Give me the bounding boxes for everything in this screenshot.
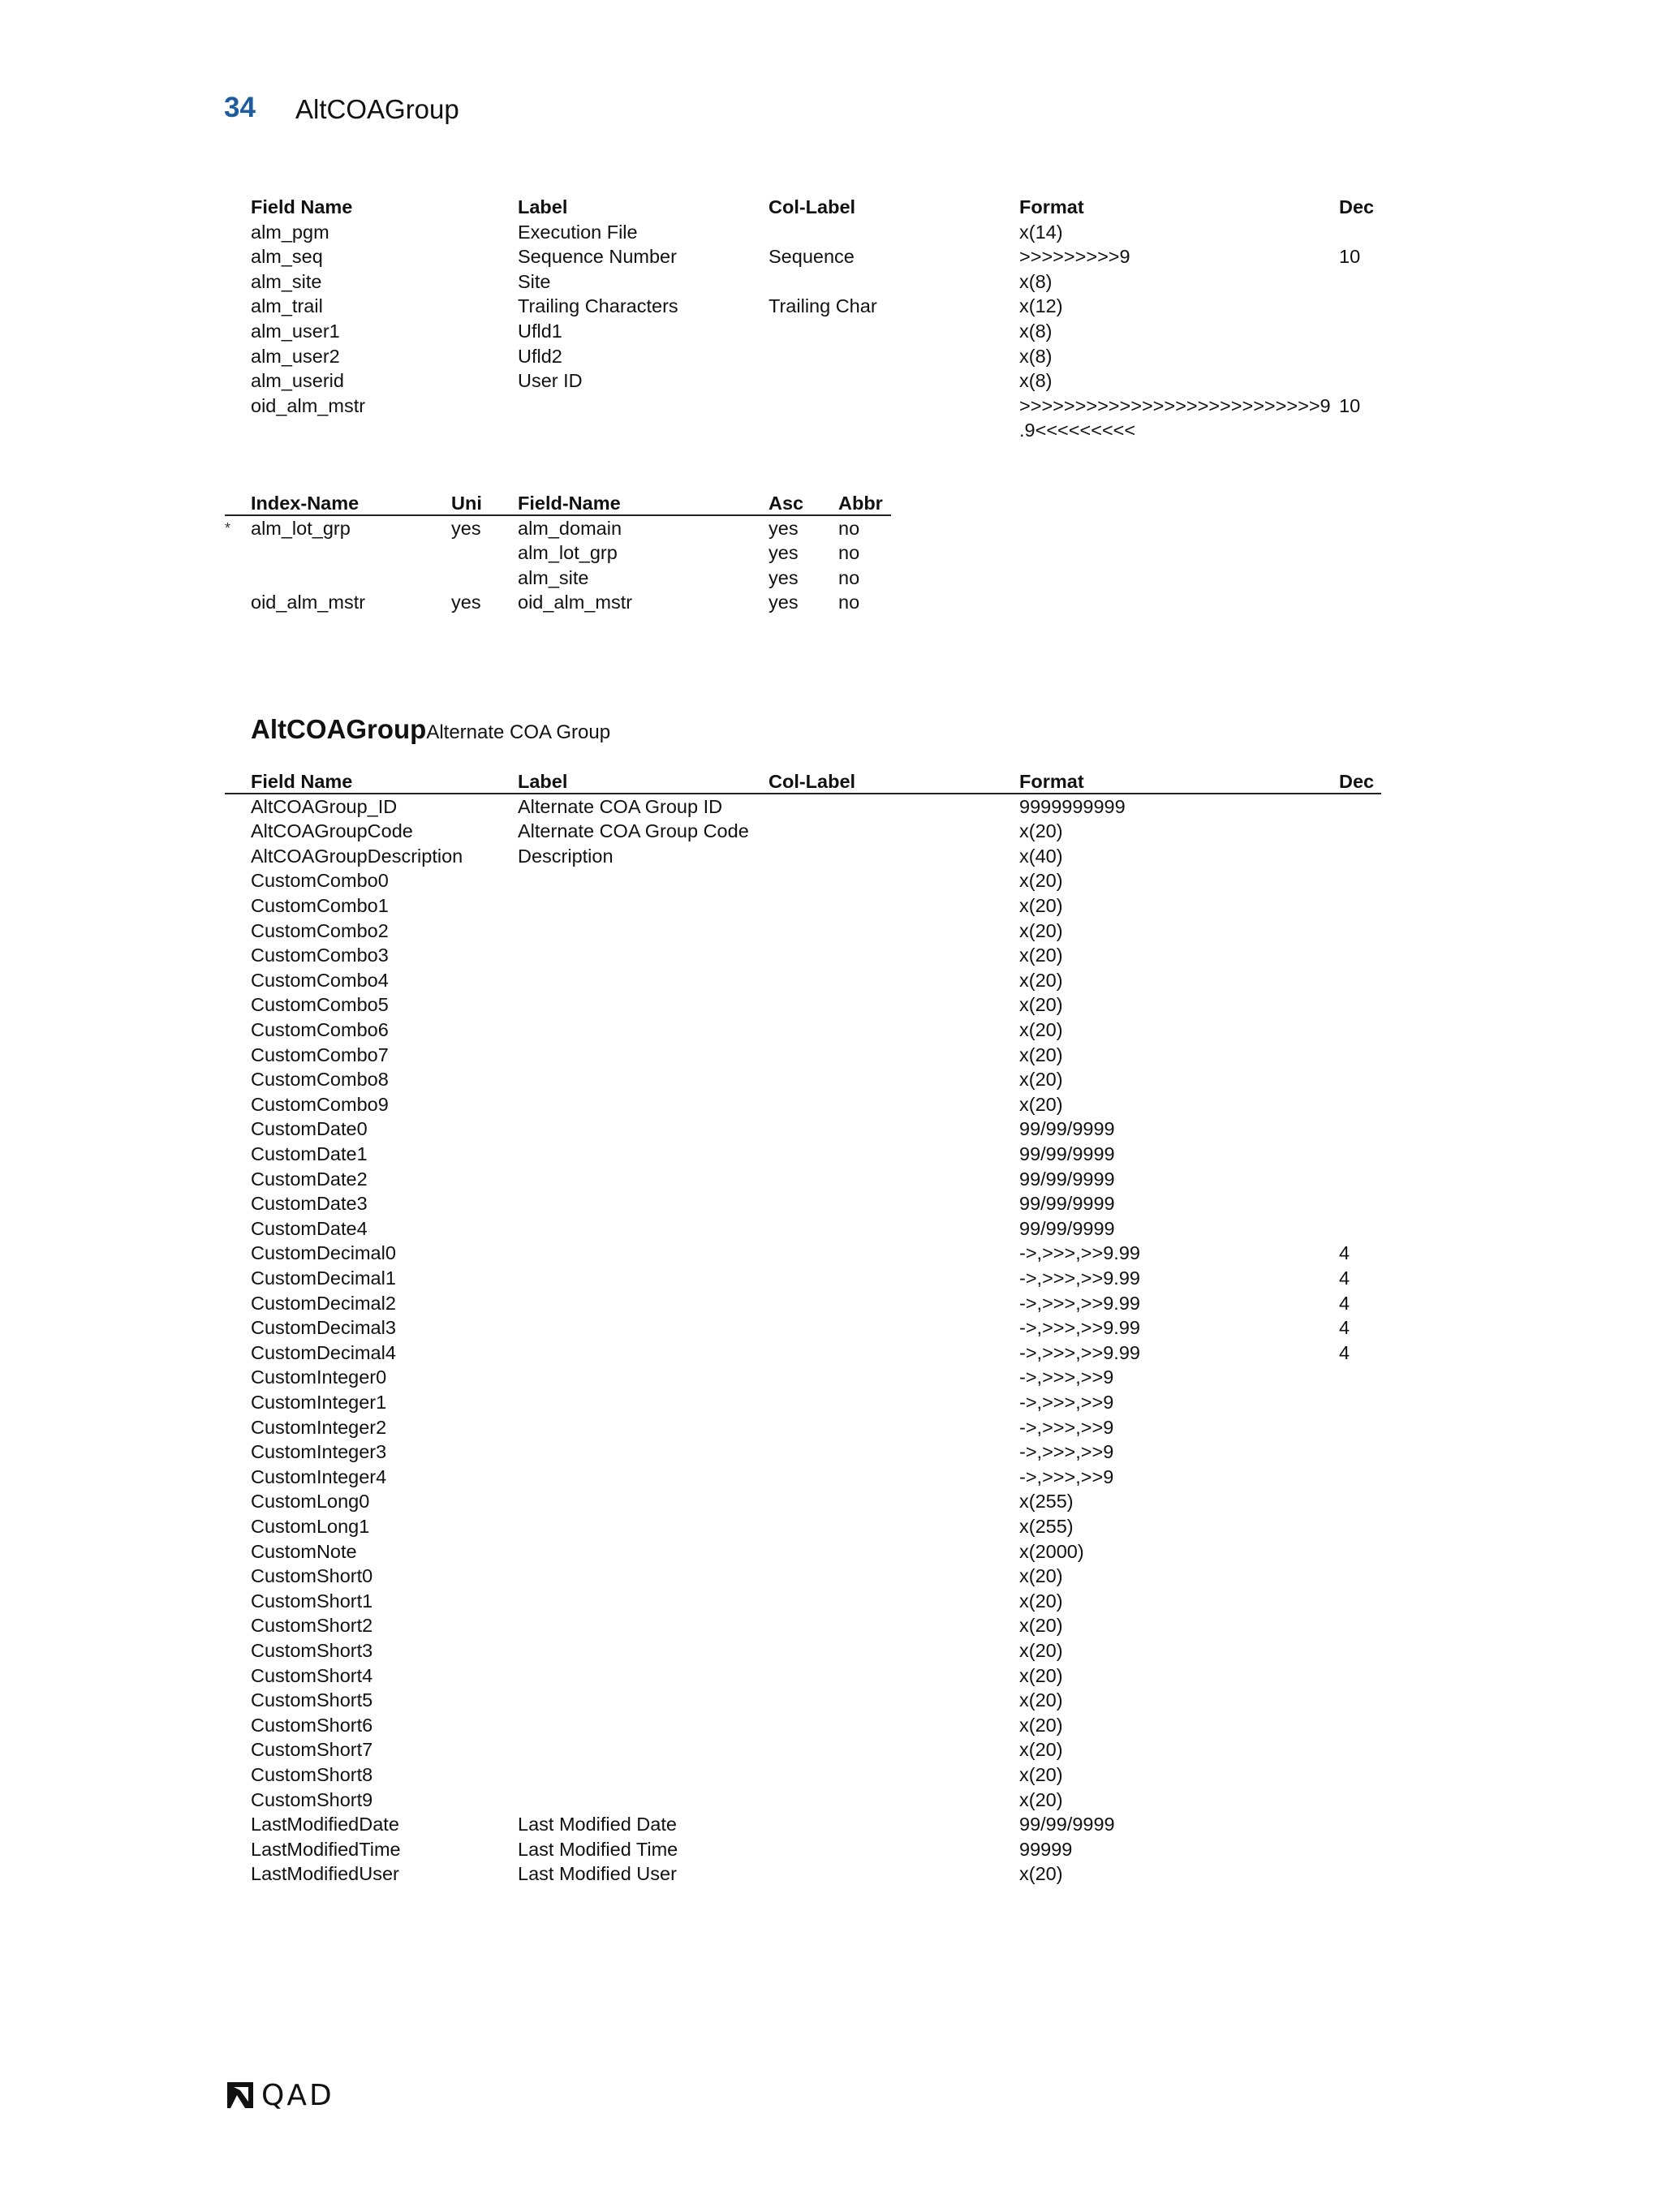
- column-header-field-name: Field Name: [251, 771, 353, 792]
- cell-format: ->,>>>,>>9: [1019, 1392, 1114, 1413]
- cell-format: 99/99/9999: [1019, 1143, 1115, 1164]
- cell-field-name: CustomCombo8: [251, 1069, 389, 1091]
- cell-asc: yes: [769, 566, 799, 588]
- cell-field-name: CustomDate4: [251, 1217, 368, 1239]
- cell-field-name: CustomCombo9: [251, 1093, 389, 1115]
- cell-field-name: CustomLong1: [251, 1516, 370, 1537]
- cell-field-name: alm_userid: [251, 370, 344, 392]
- cell-format: x(20): [1019, 969, 1063, 991]
- cell-field-name: CustomShort0: [251, 1565, 373, 1587]
- cell-field-name: CustomShort6: [251, 1714, 373, 1736]
- cell-format: >>>>>>>>>>>>>>>>>>>>>>>>>>>9: [1019, 394, 1331, 416]
- cell-label: Alternate COA Group Code: [518, 820, 749, 842]
- cell-field-name: CustomDate3: [251, 1193, 368, 1215]
- cell-field-name: oid_alm_mstr: [251, 394, 366, 416]
- cell-field-name: alm_trail: [251, 295, 323, 317]
- column-header-format: Format: [1019, 771, 1084, 792]
- cell-field-name: CustomCombo6: [251, 1019, 389, 1040]
- cell-field-name: CustomDate1: [251, 1143, 368, 1164]
- cell-format: x(20): [1019, 1019, 1063, 1040]
- primary-index-marker: *: [225, 519, 231, 536]
- section-description: Alternate COA Group: [426, 721, 611, 743]
- cell-format: x(255): [1019, 1491, 1074, 1513]
- column-header-abbr: Abbr: [838, 493, 883, 514]
- cell-format: >>>>>>>>>9: [1019, 246, 1130, 268]
- cell-field-name: alm_domain: [518, 517, 622, 539]
- cell-field-name: CustomShort8: [251, 1764, 373, 1785]
- cell-abbr: no: [838, 592, 860, 613]
- cell-format: x(12): [1019, 295, 1063, 317]
- cell-field-name: alm_pgm: [251, 221, 329, 243]
- cell-label: Alternate COA Group ID: [518, 795, 723, 817]
- cell-format: ->,>>>,>>9.99: [1019, 1292, 1140, 1314]
- cell-field-name: alm_site: [518, 566, 589, 588]
- cell-format: x(20): [1019, 945, 1063, 966]
- cell-field-name: AltCOAGroup_ID: [251, 795, 398, 817]
- cell-field-name: CustomDecimal4: [251, 1341, 396, 1363]
- cell-format: x(20): [1019, 1615, 1063, 1637]
- cell-format: x(20): [1019, 1565, 1063, 1587]
- cell-field-name: CustomShort3: [251, 1640, 373, 1661]
- cell-field-name: CustomShort2: [251, 1615, 373, 1637]
- column-header-index-name: Index-Name: [251, 493, 360, 514]
- cell-field-name: CustomCombo3: [251, 945, 389, 966]
- cell-format: ->,>>>,>>9.99: [1019, 1317, 1140, 1339]
- cell-field-name: CustomShort7: [251, 1739, 373, 1761]
- cell-dec: 4: [1339, 1341, 1350, 1363]
- cell-dec: 4: [1339, 1267, 1350, 1289]
- cell-field-name: oid_alm_mstr: [518, 592, 633, 613]
- column-header-asc: Asc: [769, 493, 804, 514]
- cell-field-name: CustomDecimal3: [251, 1317, 396, 1339]
- qad-logo-icon: [224, 2081, 256, 2110]
- cell-format: ->,>>>,>>9.99: [1019, 1242, 1140, 1264]
- section-name: AltCOAGroup: [251, 714, 427, 744]
- cell-field-name: alm_user2: [251, 345, 340, 367]
- cell-field-name: alm_site: [251, 270, 322, 292]
- section-title: [251, 714, 610, 745]
- cell-abbr: no: [838, 542, 860, 563]
- cell-field-name: LastModifiedDate: [251, 1814, 399, 1835]
- cell-abbr: no: [838, 517, 860, 539]
- column-header-format: Format: [1019, 196, 1084, 217]
- cell-field-name: alm_seq: [251, 246, 323, 268]
- cell-format: x(20): [1019, 1044, 1063, 1065]
- cell-index-name: oid_alm_mstr: [251, 592, 366, 613]
- cell-dec: 4: [1339, 1292, 1350, 1314]
- qad-logo-text: QAD: [261, 2078, 334, 2112]
- cell-format: x(20): [1019, 1069, 1063, 1091]
- column-header-field-name: Field Name: [251, 196, 353, 217]
- cell-format: 9999999999: [1019, 795, 1126, 817]
- column-header-col-label: Col-Label: [769, 196, 856, 217]
- cell-field-name: CustomDecimal2: [251, 1292, 396, 1314]
- column-header-dec: Dec: [1339, 771, 1375, 792]
- cell-field-name: CustomDate2: [251, 1168, 368, 1190]
- cell-format: x(20): [1019, 1640, 1063, 1661]
- cell-format: ->,>>>,>>9.99: [1019, 1341, 1140, 1363]
- cell-format: 99/99/9999: [1019, 1217, 1115, 1239]
- column-header-dec: Dec: [1339, 196, 1375, 217]
- cell-format: x(20): [1019, 1788, 1063, 1810]
- cell-format: x(20): [1019, 870, 1063, 892]
- cell-field-name: LastModifiedTime: [251, 1838, 401, 1860]
- cell-field-name: CustomNote: [251, 1540, 357, 1562]
- cell-field-name: alm_lot_grp: [518, 542, 618, 563]
- cell-label: Description: [518, 845, 614, 867]
- cell-format: x(20): [1019, 1764, 1063, 1785]
- column-header-col-label: Col-Label: [769, 771, 856, 792]
- cell-field-name: CustomShort5: [251, 1689, 373, 1711]
- cell-uni: yes: [451, 517, 481, 539]
- cell-field-name: CustomShort9: [251, 1788, 373, 1810]
- page-number: 34: [224, 92, 256, 123]
- cell-label: Last Modified User: [518, 1863, 677, 1885]
- cell-field-name: AltCOAGroupDescription: [251, 845, 463, 867]
- cell-asc: yes: [769, 517, 799, 539]
- cell-field-name: CustomCombo2: [251, 919, 389, 941]
- cell-format: x(8): [1019, 321, 1053, 342]
- cell-format: 99999: [1019, 1838, 1073, 1860]
- cell-abbr: no: [838, 566, 860, 588]
- header-rule: [225, 793, 1381, 794]
- cell-format: x(20): [1019, 1714, 1063, 1736]
- cell-format: x(14): [1019, 221, 1063, 243]
- cell-label: Trailing Characters: [518, 295, 678, 317]
- cell-format: x(8): [1019, 370, 1053, 392]
- cell-format: x(20): [1019, 919, 1063, 941]
- cell-dec: 10: [1339, 246, 1361, 268]
- cell-field-name: CustomDecimal1: [251, 1267, 396, 1289]
- column-header-uni: Uni: [451, 493, 482, 514]
- cell-label: Ufld2: [518, 345, 562, 367]
- cell-format: ->,>>>,>>9.99: [1019, 1267, 1140, 1289]
- column-header-field-name: Field-Name: [518, 493, 621, 514]
- cell-format: x(20): [1019, 1863, 1063, 1885]
- cell-field-name: CustomDecimal0: [251, 1242, 396, 1264]
- cell-format: 99/99/9999: [1019, 1168, 1115, 1190]
- cell-label: Site: [518, 270, 551, 292]
- cell-field-name: CustomCombo4: [251, 969, 389, 991]
- cell-dec: 4: [1339, 1317, 1350, 1339]
- cell-format: 99/99/9999: [1019, 1193, 1115, 1215]
- cell-format: x(40): [1019, 845, 1063, 867]
- cell-index-name: alm_lot_grp: [251, 517, 351, 539]
- cell-dec: 10: [1339, 394, 1361, 416]
- cell-format: x(20): [1019, 1739, 1063, 1761]
- cell-format: 99/99/9999: [1019, 1814, 1115, 1835]
- cell-format: x(20): [1019, 1689, 1063, 1711]
- cell-field-name: alm_user1: [251, 321, 340, 342]
- cell-label: Ufld1: [518, 321, 562, 342]
- cell-label: Last Modified Time: [518, 1838, 678, 1860]
- cell-field-name: LastModifiedUser: [251, 1863, 399, 1885]
- cell-field-name: AltCOAGroupCode: [251, 820, 413, 842]
- cell-field-name: CustomInteger4: [251, 1465, 387, 1487]
- cell-field-name: CustomDate0: [251, 1118, 368, 1140]
- cell-format: ->,>>>,>>9: [1019, 1441, 1114, 1463]
- cell-field-name: CustomInteger0: [251, 1366, 387, 1388]
- cell-col-label: Sequence: [769, 246, 855, 268]
- cell-format: x(255): [1019, 1516, 1074, 1537]
- cell-uni: yes: [451, 592, 481, 613]
- cell-format: ->,>>>,>>9: [1019, 1366, 1114, 1388]
- cell-field-name: CustomCombo7: [251, 1044, 389, 1065]
- cell-asc: yes: [769, 542, 799, 563]
- cell-field-name: CustomInteger3: [251, 1441, 387, 1463]
- cell-format: x(20): [1019, 1093, 1063, 1115]
- cell-asc: yes: [769, 592, 799, 613]
- cell-field-name: CustomShort4: [251, 1664, 373, 1686]
- cell-format: x(20): [1019, 820, 1063, 842]
- cell-field-name: CustomInteger1: [251, 1392, 387, 1413]
- cell-format: x(8): [1019, 345, 1053, 367]
- cell-format: x(20): [1019, 1590, 1063, 1612]
- page-title: AltCOAGroup: [295, 94, 459, 124]
- cell-label: Last Modified Date: [518, 1814, 677, 1835]
- cell-field-name: CustomCombo0: [251, 870, 389, 892]
- cell-field-name: CustomInteger2: [251, 1416, 387, 1438]
- cell-field-name: CustomCombo5: [251, 994, 389, 1016]
- cell-format: x(2000): [1019, 1540, 1084, 1562]
- cell-format: 99/99/9999: [1019, 1118, 1115, 1140]
- cell-field-name: CustomShort1: [251, 1590, 373, 1612]
- cell-format: x(8): [1019, 270, 1053, 292]
- cell-label: Execution File: [518, 221, 638, 243]
- column-header-label: Label: [518, 771, 568, 792]
- cell-field-name: CustomCombo1: [251, 895, 389, 916]
- cell-field-name: CustomLong0: [251, 1491, 370, 1513]
- cell-format: ->,>>>,>>9: [1019, 1416, 1114, 1438]
- cell-format: x(20): [1019, 994, 1063, 1016]
- qad-logo: [224, 2079, 354, 2111]
- cell-label: User ID: [518, 370, 583, 392]
- cell-label: Sequence Number: [518, 246, 677, 268]
- column-header-label: Label: [518, 196, 568, 217]
- cell-format: ->,>>>,>>9: [1019, 1465, 1114, 1487]
- cell-format: x(20): [1019, 895, 1063, 916]
- cell-format-continuation: .9<<<<<<<<<: [1019, 420, 1136, 441]
- cell-col-label: Trailing Char: [769, 295, 877, 317]
- cell-format: x(20): [1019, 1664, 1063, 1686]
- cell-dec: 4: [1339, 1242, 1350, 1264]
